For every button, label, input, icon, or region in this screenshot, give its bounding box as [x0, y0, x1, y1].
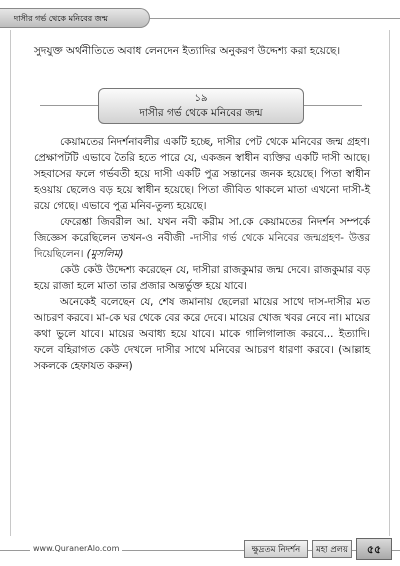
- section-label: মহা প্রলয়: [312, 540, 352, 558]
- body-paragraph-1: কেয়ামতের নিদর্শনাবলীর একটি হচ্ছে, দাসীর পেট থেকে মনিবের জন্ম গ্রহণ। প্রেক্ষাপটটি এভাবে তৈরি হতে পারে যে, একজন স্বাধীন ব্যক্তির একটি দাসী আছে। সহবাসের ফলে গর্ভবতী হয়ে দাসী একটি পুত্র সন্তানের জনক হয়েছে। পিতা স্বাধীন হওয়ায় ছেলেও বড় হয়ে স্বাধীন হয়েছে। পিতা জীবিত থাকলে মাতা এখনো দাসী-ই রয়ে গেছে। এভাবে পুত্র মনিব-তুল্য হয়েছে।: [34, 136, 370, 212]
- body-paragraph-2: [34, 214, 370, 262]
- paragraph-2-text: ফেরেশ্তা জিবরীল আ. যখন নবী করীম সা.কে কেয়ামতের নিদর্শন সম্পর্কে জিজ্ঞেস করেছিলেন তখন-ও নবীজী -: [34, 216, 370, 244]
- hadith-quote: দাসীর গর্ভ থেকে মনিবের জন্মগ্রহণ- উত্তর দিয়েছিলেন।: [34, 232, 370, 260]
- body-paragraph-3: কেউ কেউ উদ্দেশ্য করেছেন যে, দাসীরা রাজকুমার জন্ম দেবে। রাজকুমার বড় হয়ে রাজা হলে মাতা তার প্রজার অন্তর্ভুক্ত হয়ে যাবে।: [34, 264, 370, 292]
- chapter-rule-left: [40, 105, 98, 106]
- chapter-number: ১৯: [194, 93, 208, 104]
- running-header: [0, 8, 400, 30]
- chapter-heading: [98, 88, 304, 124]
- chapter-body: [34, 134, 370, 374]
- chapter-rule-right: [304, 105, 362, 106]
- book-title-label: ক্ষুদ্রতম নিদর্শন: [244, 540, 308, 558]
- page-footer: [0, 538, 400, 560]
- hadith-citation: (মুসলিম): [86, 248, 124, 260]
- intro-paragraph: সুদযুক্ত অর্থনীতিতে অবাধ লেনদেন ইত্যাদির অনুকরণ উদ্দেশ্য করা হয়েছে।: [34, 45, 341, 57]
- chapter-title: দাসীর গর্ভ থেকে মনিবের জন্ম: [139, 107, 263, 119]
- body-paragraph-4: অনেকেই বলেছেন যে, শেষ জমানায় ছেলেরা মায়ের সাথে দাস-দাসীর মত আচরণ করবে। মা-কে ঘর থেকে বের করে দেবে। মায়ের খোজ খবর নেবে না। মায়ের কথা ভুলে যাবে। মায়ের অবাধ্য হয়ে যাবে। মাকে গালিগালাজ করবে... ইত্যাদি। ফলে বহিরাগত কেউ দেখলে দাসীর সাথে মনিবের আচরণ ধারণা করবে। (আল্লাহ সকলকে হেফাযত করুন): [34, 296, 370, 372]
- website-link[interactable]: www.QuranerAlo.com: [30, 544, 122, 553]
- header-divider: [150, 18, 400, 19]
- running-title: দাসীর গর্ভ থেকে মনিবের জন্ম: [0, 8, 150, 28]
- page-number: ৫৫: [356, 538, 392, 560]
